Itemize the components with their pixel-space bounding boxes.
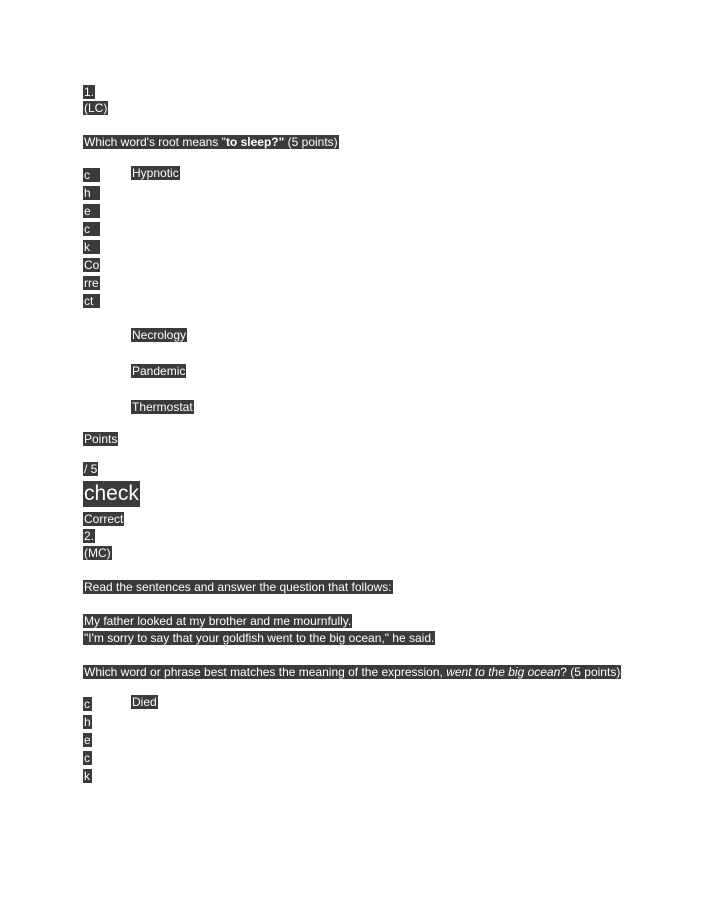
score-value: / 5	[84, 462, 98, 476]
answer-status-column	[83, 697, 92, 783]
status-letter: k	[84, 769, 90, 783]
answer-option-thermostat[interactable]: Thermostat	[132, 400, 193, 414]
prompt-text: Which word's root means "	[84, 135, 226, 149]
status-letter: c	[83, 168, 100, 182]
question-number: 1.	[84, 85, 95, 99]
status-letter: c	[84, 697, 90, 711]
answer-option-pandemic[interactable]: Pandemic	[132, 364, 186, 378]
question-prompt	[83, 135, 339, 149]
prompt-text: Which word or phrase best matches the meaning of the expression,	[84, 665, 447, 679]
status-letter: Co	[84, 258, 100, 272]
answer-option-died[interactable]: Died	[132, 695, 157, 709]
status-letter: k	[83, 240, 100, 254]
question-type: (LC)	[84, 101, 108, 115]
prompt-points: (5 points)	[284, 135, 338, 149]
answer-status-column	[83, 168, 100, 308]
status-letter: ct	[83, 294, 100, 308]
passage-line: My father looked at my brother and me mournfully.	[84, 614, 352, 628]
prompt-italic-text: went to the big ocean	[446, 665, 561, 679]
answer-option-necrology[interactable]: Necrology	[132, 328, 187, 342]
status-letter: c	[83, 222, 100, 236]
status-letter: e	[83, 204, 100, 218]
check-icon: check	[84, 482, 139, 505]
passage-line: "I'm sorry to say that your goldfish went to the big ocean," he said.	[84, 631, 435, 645]
result-status: Correct	[84, 512, 124, 526]
status-letter: c	[84, 751, 90, 765]
status-letter: h	[84, 715, 91, 729]
question-type: (MC)	[84, 546, 111, 560]
prompt-bold-text: to sleep?"	[225, 135, 285, 149]
status-letter: rre	[84, 276, 99, 290]
question-number: 2.	[84, 529, 95, 543]
answer-option-hypnotic[interactable]: Hypnotic	[132, 166, 179, 180]
prompt-points: ? (5 points)	[560, 665, 621, 679]
status-letter: h	[83, 186, 100, 200]
question-prompt	[83, 665, 621, 679]
points-label: Points	[84, 432, 118, 446]
status-letter: e	[84, 733, 91, 747]
question-instruction: Read the sentences and answer the question that follows:	[84, 580, 392, 594]
